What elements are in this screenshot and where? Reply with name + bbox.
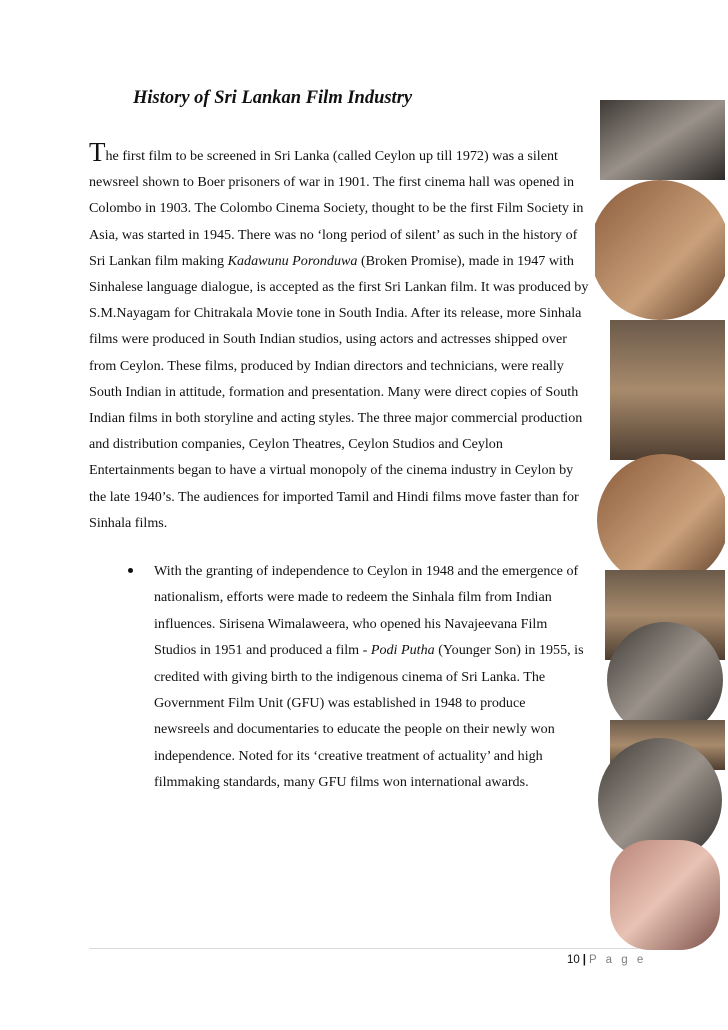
bullet-text-2: (Younger Son) in 1955, is credited with giving birth to the indigenous cinema of Sri Lanka. The Government Film Unit (GFU) was established in 1948 to produce newsreels and documentaries to educate the people on their newly won independence. Noted for its ‘creative treatment of actuality’ and high filmmaking standards, many GFU films won international awards. (154, 642, 584, 791)
page-footer (567, 954, 646, 966)
film-still-3 (610, 320, 725, 460)
bullet-item (154, 558, 584, 796)
film-title-kadawunu-poronduwa: Kadawunu Poronduwa (227, 252, 358, 269)
film-stills-collage (595, 100, 725, 950)
intro-paragraph (89, 137, 591, 536)
page-label: P a g e (589, 954, 647, 966)
bullet-list (154, 558, 584, 796)
page-number: 10 (567, 954, 580, 966)
film-still-2 (595, 180, 725, 320)
bullet-dot-icon (128, 568, 133, 573)
film-still-1 (600, 100, 725, 180)
drop-cap: T (89, 137, 106, 167)
footer-separator: | (582, 954, 587, 966)
paragraph-text-1: he first film to be screened in Sri Lanka (called Ceylon up till 1972) was a silent newsreel shown to Boer prisoners of war in 1901. The first cinema hall was opened in Colombo in 1903. The Colombo Cinema Society, thought to be the first Film Society in Asia, was started in 1945. There was no ‘long period of silent’ as such in the history of Sri Lankan film making (89, 148, 584, 269)
page-title: History of Sri Lankan Film Industry (133, 88, 413, 108)
footer-divider (89, 948, 639, 949)
paragraph-text-2: (Broken Promise), made in 1947 with Sinhalese language dialogue, is accepted as the first Sri Lankan film. It was produced by S.M.Nayagam for Chitrakala Movie tone in South India. After its release, more Sinhala films were produced in South Indian studios, using actors and actresses shipped over from Ceylon. These films, produced by Indian directors and technicians, were really South Indian in attitude, formation and presentation. Many were direct copies of South Indian films in both storyline and acting styles. The three major commercial production and distribution companies, Ceylon Theatres, Ceylon Studios and Ceylon Entertainments began to have a virtual monopoly of the cinema industry in Ceylon by the late 1940’s. The audiences for imported Tamil and Hindi films move faster than for Sinhala films. (89, 252, 589, 531)
film-still-4 (597, 454, 725, 586)
bullet-text-1: With the granting of independence to Ceylon in 1948 and the emergence of nationalism, efforts were made to redeem the Sinhala film from Indian influences. Sirisena Wimalaweera, who opened his Navajeevana Film Studios in 1951 and produced a film - (154, 563, 579, 659)
film-title-podi-putha: Podi Putha (370, 642, 435, 659)
film-still-9 (610, 840, 720, 950)
